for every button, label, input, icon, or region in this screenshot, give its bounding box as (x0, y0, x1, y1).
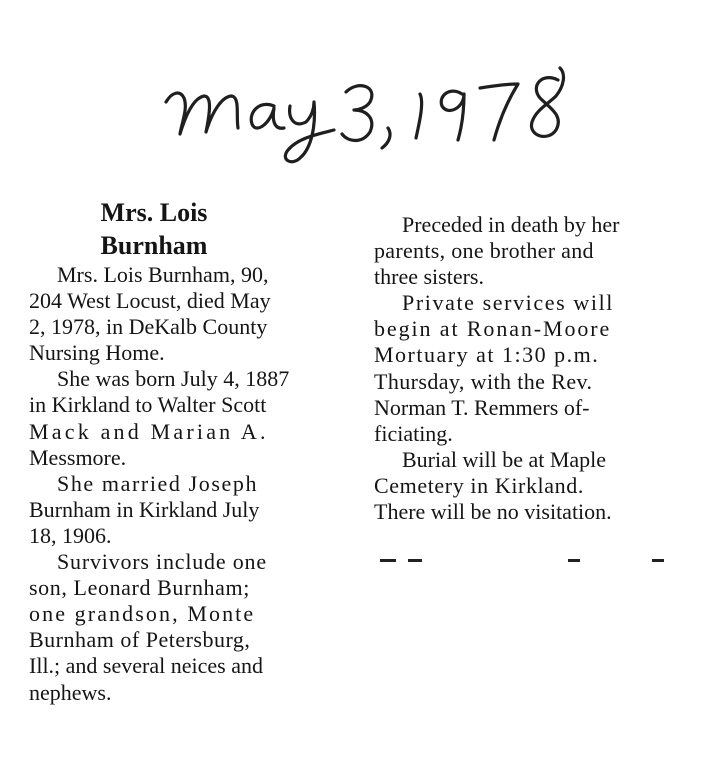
text-line: Messmore. (29, 444, 127, 470)
text-line: one grandson, Monte (29, 601, 256, 627)
text-line: Norman T. Remmers of- (374, 394, 590, 420)
text-line: Survivors include one (57, 549, 267, 575)
text-line: in Kirkland to Walter Scott (29, 392, 267, 418)
text-line: Burnham in Kirkland July (29, 496, 260, 522)
text-line: There will be no visitation. (374, 499, 612, 525)
text-line-content: Mrs. Lois Burnham, 90, (57, 262, 269, 287)
text-line: Private services will (402, 290, 614, 316)
text-line: Nursing Home. (29, 340, 165, 366)
handwritten-date-drawing (162, 62, 582, 172)
text-line (29, 314, 341, 340)
text-line-content: 2, 1978, in DeKalb County (29, 314, 268, 340)
text-line: 18, 1906. (29, 522, 112, 548)
column-end-rule (408, 559, 422, 562)
text-line: Cemetery in Kirkland. (374, 472, 584, 498)
text-line: begin at Ronan-Moore (374, 316, 612, 342)
text-line: three sisters. (374, 264, 484, 290)
text-line: nephews. (29, 679, 112, 705)
text-line: She was born July 4, 1887 (57, 366, 290, 392)
text-line: Burnham of Petersburg, (29, 627, 251, 653)
column-end-rule (568, 559, 580, 562)
text-line (29, 288, 341, 314)
handwritten-date (162, 62, 582, 172)
text-line: Mortuary at 1:30 p.m. (374, 342, 600, 368)
column-end-rule (380, 559, 396, 562)
text-line (29, 262, 341, 288)
text-line: Thursday, with the Rev. (374, 368, 593, 394)
text-line-content: 204 West Locust, died May (29, 288, 271, 314)
headline-line-2: Burnham (100, 231, 208, 260)
text-line: She married Joseph (57, 470, 259, 496)
obituary-headline (29, 196, 279, 262)
right-column (374, 212, 683, 525)
text-line: ficiating. (374, 420, 453, 446)
left-column (29, 196, 341, 706)
text-line: Burial will be at Maple (402, 446, 607, 472)
column-end-rule (652, 559, 664, 562)
text-line: parents, one brother and (374, 238, 594, 264)
text-line: son, Leonard Burnham; (29, 575, 250, 601)
text-line: Preceded in death by her (402, 212, 620, 237)
text-line: Ill.; and several neices and (29, 653, 263, 679)
headline-line-1: Mrs. Lois (100, 198, 208, 227)
text-line: Mack and Marian A. (29, 418, 269, 444)
